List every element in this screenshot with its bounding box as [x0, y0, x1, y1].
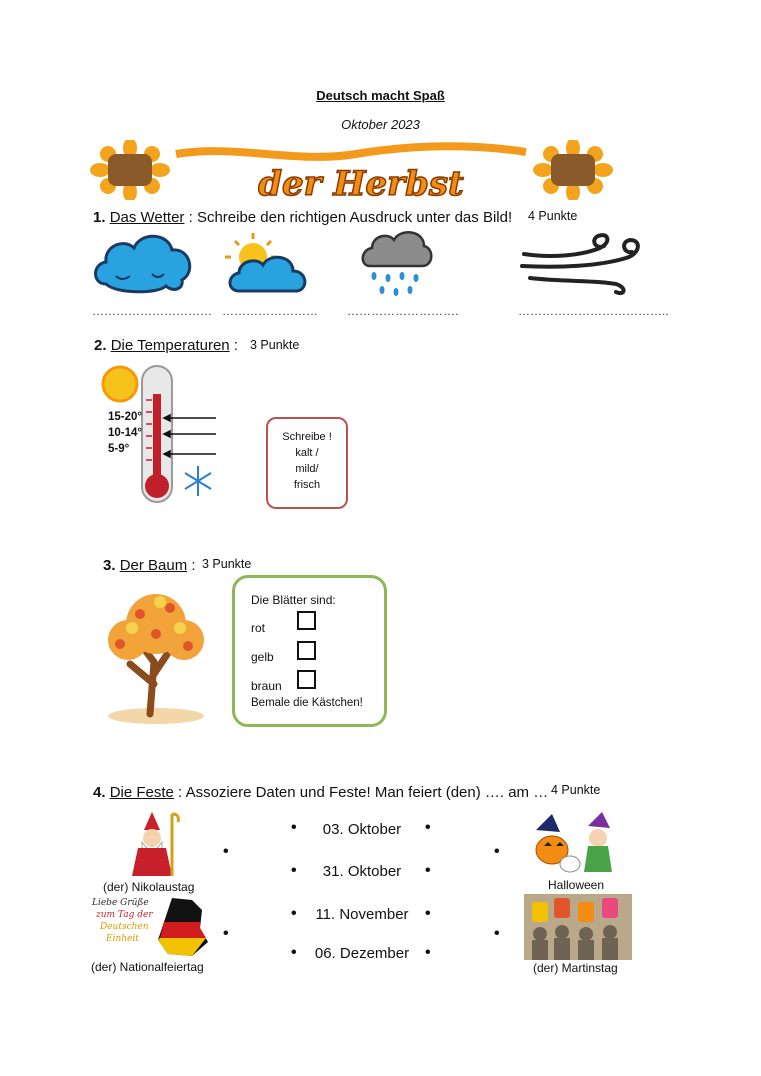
option-label-braun: braun: [251, 679, 282, 693]
answer-blank[interactable]: ……………………: [222, 304, 318, 318]
caption-nikolaustag: (der) Nikolaustag: [103, 880, 195, 894]
date-label: 11. November: [315, 906, 409, 923]
connection-dot[interactable]: •: [291, 819, 297, 836]
halloween-icon: [530, 812, 620, 876]
caption-halloween: Halloween: [548, 878, 605, 892]
connection-dot[interactable]: •: [425, 944, 431, 961]
rain-cloud-icon: [360, 228, 434, 300]
section-3-number: 3.: [103, 557, 116, 574]
section-1-instruction: : Schreibe den richtigen Ausdruck unter das Bild!: [184, 209, 513, 226]
answer-blank[interactable]: …………………………: [92, 304, 212, 318]
temperature-ranges: [108, 409, 142, 457]
ribbon-shape: [176, 146, 526, 157]
date-label: 03. Oktober: [322, 821, 402, 838]
section-1-points: 4 Punkte: [528, 209, 578, 223]
section-2-points: 3 Punkte: [250, 338, 300, 352]
connection-dot[interactable]: •: [494, 925, 500, 942]
connection-dot[interactable]: •: [291, 905, 297, 922]
section-4-title: Die Feste: [109, 784, 174, 801]
connection-dot[interactable]: •: [425, 905, 431, 922]
checkbox-braun[interactable]: [297, 670, 316, 689]
connection-dot[interactable]: •: [425, 819, 431, 836]
nikolaus-icon: [124, 808, 180, 878]
section-2-number: 2.: [94, 337, 107, 354]
checkbox-gelb[interactable]: [297, 641, 316, 660]
leaves-checkbox-box: [232, 575, 387, 727]
section-3-points: 3 Punkte: [202, 557, 252, 571]
temperature-range: 10-14°: [108, 427, 143, 439]
sunflower-icon: [90, 140, 170, 200]
unity-day-card: Liebe Grüße zum Tag der Deutschen Einheit: [92, 898, 153, 944]
wind-icon: [520, 230, 650, 296]
answer-blank[interactable]: ……………………….: [347, 304, 459, 318]
temperature-range: 15-20°: [108, 411, 143, 423]
temperature-range: 5-9°: [108, 443, 130, 455]
leaves-box-footer: Bemale die Kästchen!: [251, 697, 363, 709]
connection-dot[interactable]: •: [425, 862, 431, 879]
autumn-banner: [86, 140, 651, 200]
cloud-icon: [92, 228, 197, 300]
section-1-heading: [93, 209, 512, 226]
section-4-number: 4.: [93, 784, 106, 801]
connection-dot[interactable]: •: [291, 862, 297, 879]
section-4-heading: [93, 784, 548, 801]
martinstag-lanterns-icon: [524, 894, 632, 960]
section-3-heading: 3. Der Baum :: [103, 557, 196, 574]
caption-nationalfeiertag: (der) Nationalfeiertag: [91, 960, 204, 974]
autumn-tree-icon: [100, 584, 212, 726]
germany-map-icon: [152, 896, 212, 958]
date-label: 06. Dezember: [314, 945, 410, 962]
temperature-hint-box: Schreibe ! kalt / mild/ frisch: [266, 417, 348, 509]
connection-dot[interactable]: •: [291, 944, 297, 961]
option-label-gelb: gelb: [251, 650, 274, 664]
option-label-rot: rot: [251, 621, 266, 635]
caption-martinstag: (der) Martinstag: [533, 961, 618, 975]
checkbox-rot[interactable]: [297, 611, 316, 630]
connection-dot[interactable]: •: [223, 843, 229, 860]
sun-cloud-icon: [221, 231, 311, 299]
section-4-instruction: : Assoziere Daten und Feste! Man feiert (den) …. am …: [173, 784, 549, 801]
connection-dot[interactable]: •: [223, 925, 229, 942]
leaves-box-title: Die Blätter sind:: [251, 593, 336, 607]
section-2-heading: 2. Die Temperaturen :: [94, 337, 238, 354]
connection-dot[interactable]: •: [494, 843, 500, 860]
section-2-title: Die Temperaturen: [110, 337, 230, 354]
sunflower-icon: [533, 140, 613, 200]
section-1-number: 1.: [93, 209, 106, 226]
answer-blank[interactable]: ………………………………..: [518, 304, 669, 318]
banner-title: der Herbst: [258, 164, 464, 200]
section-3-title: Der Baum: [119, 557, 188, 574]
date-label: 31. Oktober: [322, 863, 402, 880]
section-4-points: 4 Punkte: [551, 783, 601, 797]
snowflake-icon: [185, 466, 211, 496]
page-title: Deutsch macht Spaß: [316, 88, 445, 103]
sun-icon: [103, 367, 137, 401]
section-1-title: Das Wetter: [109, 209, 185, 226]
page-subtitle: Oktober 2023: [341, 117, 420, 132]
